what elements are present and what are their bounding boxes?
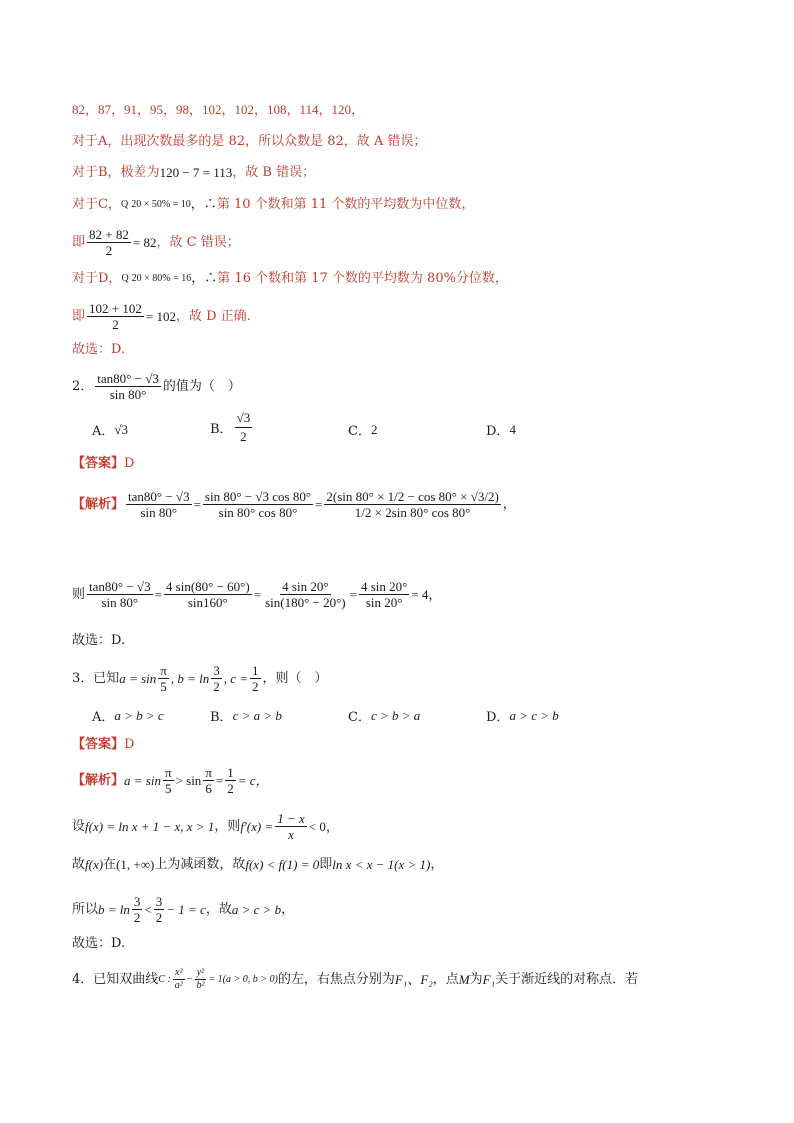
so-text: ，故: [205, 902, 232, 917]
function-definition: f(x) = ln x + 1 − x, x > 1: [85, 819, 215, 834]
option-c2-suffix: ，故 C 错误；: [156, 235, 240, 250]
answer-value: D: [124, 456, 135, 471]
option-c2-equals: = 82: [132, 235, 157, 250]
b-ln: b = ln: [98, 902, 130, 917]
question-2-option-d[interactable]: [486, 420, 516, 439]
analysis-option-a: 对于A，出现次数最多的是 82，所以众数是 82，故 A 错误；: [72, 134, 427, 149]
analysis-option-c-line2: [72, 228, 240, 257]
question-3-number: 3．: [72, 671, 94, 686]
fraction-numerator: tan80° − √3: [89, 579, 151, 594]
option-d2-suffix: ，故 D 正确.: [175, 309, 251, 324]
fraction-denominator: sin160°: [187, 595, 228, 610]
analysis-tag: 【解析】: [72, 773, 125, 788]
option-label: D．: [486, 710, 510, 725]
equals-c: = c，: [237, 773, 269, 788]
option-b-prefix: 对于B，极差为: [72, 165, 160, 180]
question-2-option-a[interactable]: [92, 420, 128, 439]
question-2-option-c[interactable]: [348, 420, 377, 439]
option-c-prefix: 对于C，: [72, 197, 121, 212]
one-over-two: [225, 766, 236, 795]
fraction-denominator: x: [288, 827, 294, 842]
analysis-option-d-line2: [72, 302, 251, 331]
answer-tag: 【答案】: [72, 456, 125, 471]
option-value-fraction: [235, 410, 253, 445]
result-order: a > c > b: [231, 902, 282, 917]
fraction-numerator: √3: [235, 410, 253, 428]
question-2-number: 2．: [72, 379, 94, 394]
answer-value: D: [124, 737, 135, 752]
foci-labels: F₁、F₂: [394, 972, 433, 987]
question-3-analysis-line4: [72, 895, 294, 924]
line2-mid: ，则: [214, 819, 241, 834]
option-value: c > b > a: [370, 707, 421, 723]
y2-over-b2: [194, 968, 206, 991]
option-value: 4: [509, 421, 516, 437]
option-value: c > a > b: [232, 707, 282, 723]
option-label: D．: [486, 424, 510, 439]
equals-sign: =: [215, 773, 224, 788]
fraction-numerator: 4 sin(80° − 60°): [165, 579, 250, 594]
fraction-denominator: 2: [155, 910, 163, 925]
point-m: M: [458, 972, 470, 987]
option-c2-fraction: [87, 228, 131, 257]
question-4-mid: 的左，右焦点分别为: [277, 972, 395, 987]
analysis2-result: = 4，: [411, 587, 442, 602]
fraction-denominator: 1/2 × 2sin 80° cos 80°: [354, 505, 471, 520]
question-2-stem: [72, 372, 241, 401]
analysis-line2-prefix: 则: [72, 587, 86, 602]
fraction-numerator: 82 + 82: [89, 227, 129, 242]
ln-inequality: ln x < x − 1(x > 1): [332, 857, 431, 872]
less-than: <: [144, 902, 152, 917]
focus-f1: F₁: [482, 972, 496, 987]
option-c-median-text: 第 10 个数和第 11 个数的平均数为中位数，: [216, 197, 475, 212]
question-3-analysis-line2: [72, 812, 339, 841]
inequality: f(x) < f(1) = 0: [245, 857, 320, 872]
fraction-numerator: π: [164, 765, 172, 780]
line4-end: ，: [281, 902, 295, 917]
fraction-numerator: 3: [133, 894, 141, 909]
because-symbol: Q: [121, 272, 129, 284]
fraction-denominator: sin 80°: [140, 505, 178, 520]
pi-over-6: [203, 766, 214, 795]
three-over-two: [211, 664, 222, 693]
q3-a-def: a = sin: [119, 671, 157, 686]
fraction-numerator: π: [160, 663, 167, 678]
question-3-analysis-line1: [72, 766, 269, 795]
analysis-fraction-3: [324, 490, 500, 519]
fraction-numerator: 102 + 102: [89, 301, 142, 316]
question-3-option-c[interactable]: [348, 706, 420, 725]
fraction-denominator: 2: [252, 679, 259, 694]
option-label: C．: [348, 424, 371, 439]
question-3-stem: [72, 664, 328, 693]
fraction-denominator: 2: [133, 910, 141, 925]
less-than-zero: < 0，: [308, 819, 339, 834]
analysis-line1-tail: ，: [502, 497, 516, 512]
option-label: B．: [210, 710, 233, 725]
analysis-option-d: [72, 272, 508, 285]
fraction-numerator: 4 sin 20°: [282, 579, 329, 594]
question-2-analysis-line1: 【解析】 $\frac{\tan 80^\circ - √3}{\sin 80^\circ}$ = $\frac{\sin 80^\circ - √3 \cos 80^\circ}{\sin 80^\circ \cos 80^\circ}$ = $\frac{2(\sin 80^\circ \times 1/2 - \cos 80^\circ \times √3/2)}{1/2 \times 2\sin 80^\circ \cos 80^\circ}$ ，: [72, 489, 516, 520]
question-4-mid2: ，点: [432, 972, 459, 987]
derivative-fraction: [275, 812, 307, 841]
fraction-denominator: a²: [174, 980, 183, 991]
prev-conclusion: 故选：D.: [72, 342, 126, 357]
q3-c-def: , c =: [223, 671, 249, 686]
option-c2-prefix: 即: [72, 235, 86, 250]
interval: (1, +∞): [116, 857, 155, 872]
fraction-numerator: tan80° − √3: [128, 489, 190, 504]
curve-label: C :: [158, 973, 171, 985]
option-value: 2: [370, 421, 378, 437]
fraction-numerator: 2(sin 80° × 1/2 − cos 80° × √3/2): [326, 489, 499, 504]
analysis-tag: 【解析】: [72, 497, 125, 512]
question-2-fraction: [95, 372, 161, 401]
option-d2-equals: = 102: [145, 309, 176, 324]
fraction-denominator: 2: [213, 679, 220, 694]
fraction-denominator: b²: [196, 980, 205, 991]
fraction-numerator: 3: [213, 663, 220, 678]
line4-prefix: 所以: [72, 902, 99, 917]
data-sequence: 82，87，91，95，98，102，102，108，114，120，: [72, 102, 365, 117]
option-d-prefix: 对于D，: [72, 271, 122, 286]
analysis-option-c: [72, 198, 474, 211]
therefore-symbol: ，∴: [190, 197, 217, 212]
option-value: a > b > c: [114, 707, 164, 723]
option-value: a > c > b: [509, 707, 559, 723]
analysis-option-b: [72, 166, 315, 179]
greater-than-sin: > sin: [175, 773, 202, 788]
fraction-numerator: sin 80° − √3 cos 80°: [204, 489, 312, 504]
line3-in: 在: [103, 857, 117, 872]
question-4-stem: [72, 968, 638, 991]
fraction-denominator: sin 20°: [365, 595, 403, 610]
fraction-numerator: π: [205, 765, 212, 780]
fraction-numerator: 3: [155, 894, 163, 909]
question-3-analysis-line3: [72, 858, 443, 871]
fraction-numerator: 1: [252, 663, 259, 678]
question-4-tail: 关于渐近线的对称点．若: [495, 972, 639, 987]
question-3-tail: ，则（ ）: [262, 671, 328, 686]
analysis2-fraction-4: [359, 580, 409, 609]
fraction-denominator: 2: [227, 781, 234, 796]
fraction-numerator: y²: [196, 967, 205, 978]
option-label: A．: [92, 710, 115, 725]
q3-b-def: , b = ln: [170, 671, 210, 686]
x2-over-a2: [173, 968, 185, 991]
fraction-denominator: sin 80°: [101, 595, 139, 610]
analysis2-fraction-3: [263, 580, 348, 609]
fraction-numerator: 4 sin 20°: [360, 579, 408, 594]
line3-end: ，: [430, 857, 444, 872]
question-3-option-a[interactable]: [92, 706, 164, 725]
analysis2-fraction-1: [87, 580, 153, 609]
option-label: C．: [348, 710, 371, 725]
derivative-label: f′(x) =: [240, 819, 274, 834]
option-b-suffix: ，故 B 错误；: [232, 165, 316, 180]
fraction-numerator: x²: [175, 967, 183, 978]
question-2-analysis-line2: 则 $\frac{\tan 80^\circ - √3}{\sin 80^\circ}$ = $\frac{4 \sin(80^\circ - 60^\circ)}{\sin 160^\circ}$ = $\frac{4 \sin 20^\circ}{\sin(180^\circ - 20^\circ)}$ = $\frac{4 \sin 20^\circ}{\sin 20^\circ}$ = 4，: [72, 579, 442, 610]
fraction-denominator: sin 80° cos 80°: [218, 505, 298, 520]
fraction-numerator: 1 − x: [277, 811, 305, 826]
option-value: √3: [114, 421, 129, 437]
ji-text: 即: [319, 857, 333, 872]
three-over-two-2: [154, 895, 165, 924]
question-3-answer: [72, 738, 134, 751]
q3-a-expr: a = sin: [124, 773, 161, 788]
decreasing-text: 上为减函数，故: [154, 857, 246, 872]
fraction-denominator: 2: [240, 429, 247, 444]
line3-prefix: 故: [72, 857, 86, 872]
line2-prefix: 设: [72, 819, 86, 834]
option-label: A．: [92, 424, 115, 439]
one-over-two: [250, 664, 261, 693]
question-2-conclusion: 故选：D.: [72, 633, 126, 648]
therefore-symbol: ，∴: [191, 271, 218, 286]
answer-tag: 【答案】: [72, 737, 125, 752]
question-2-answer: [72, 457, 134, 470]
minus-one-equals-c: − 1 = c: [166, 902, 206, 917]
option-label: B．: [210, 422, 233, 437]
analysis-fraction-2: [203, 490, 313, 519]
question-3-prefix: 已知: [93, 671, 120, 686]
fraction-denominator: 6: [205, 781, 212, 796]
question-4-number: 4．: [72, 972, 94, 987]
question-2-option-b[interactable]: [210, 410, 254, 445]
option-d2-prefix: 即: [72, 309, 86, 324]
fx: f(x): [85, 857, 104, 872]
fraction-denominator: 5: [160, 679, 167, 694]
minus-sign: −: [186, 973, 193, 985]
question-2-tail: 的值为（ ）: [162, 379, 241, 394]
option-d-math: 20 × 80% = 16: [131, 272, 192, 284]
fraction-denominator: sin 80°: [109, 387, 147, 402]
question-4-mid3: 为: [469, 972, 483, 987]
three-over-two: [132, 895, 143, 924]
question-3-conclusion: 故选：D.: [72, 936, 126, 951]
question-3-option-d[interactable]: [486, 706, 559, 725]
because-symbol: Q: [120, 198, 129, 210]
analysis2-fraction-2: [164, 580, 252, 609]
question-4-prefix: 已知双曲线: [93, 972, 159, 987]
fraction-denominator: 2: [112, 317, 119, 332]
option-d2-fraction: [87, 302, 144, 331]
option-b-range-math: 120 − 7 = 113: [159, 165, 233, 180]
analysis-fraction-1: [126, 490, 192, 519]
option-c-math: 20 × 50% = 10: [131, 198, 191, 210]
fraction-denominator: sin(180° − 20°): [265, 595, 346, 610]
pi-over-5: [163, 766, 174, 795]
hyperbola-condition: = 1(a > 0, b > 0): [208, 973, 278, 985]
fraction-denominator: 5: [165, 781, 172, 796]
fraction-denominator: 2: [105, 243, 113, 258]
pi-over-5: [158, 664, 169, 693]
question-3-option-b[interactable]: [210, 706, 282, 725]
option-d-percentile-text: 第 16 个数和第 17 个数的平均数为 80%分位数，: [217, 271, 508, 286]
fraction-numerator: 1: [227, 765, 234, 780]
fraction-numerator: tan80° − √3: [97, 371, 159, 386]
